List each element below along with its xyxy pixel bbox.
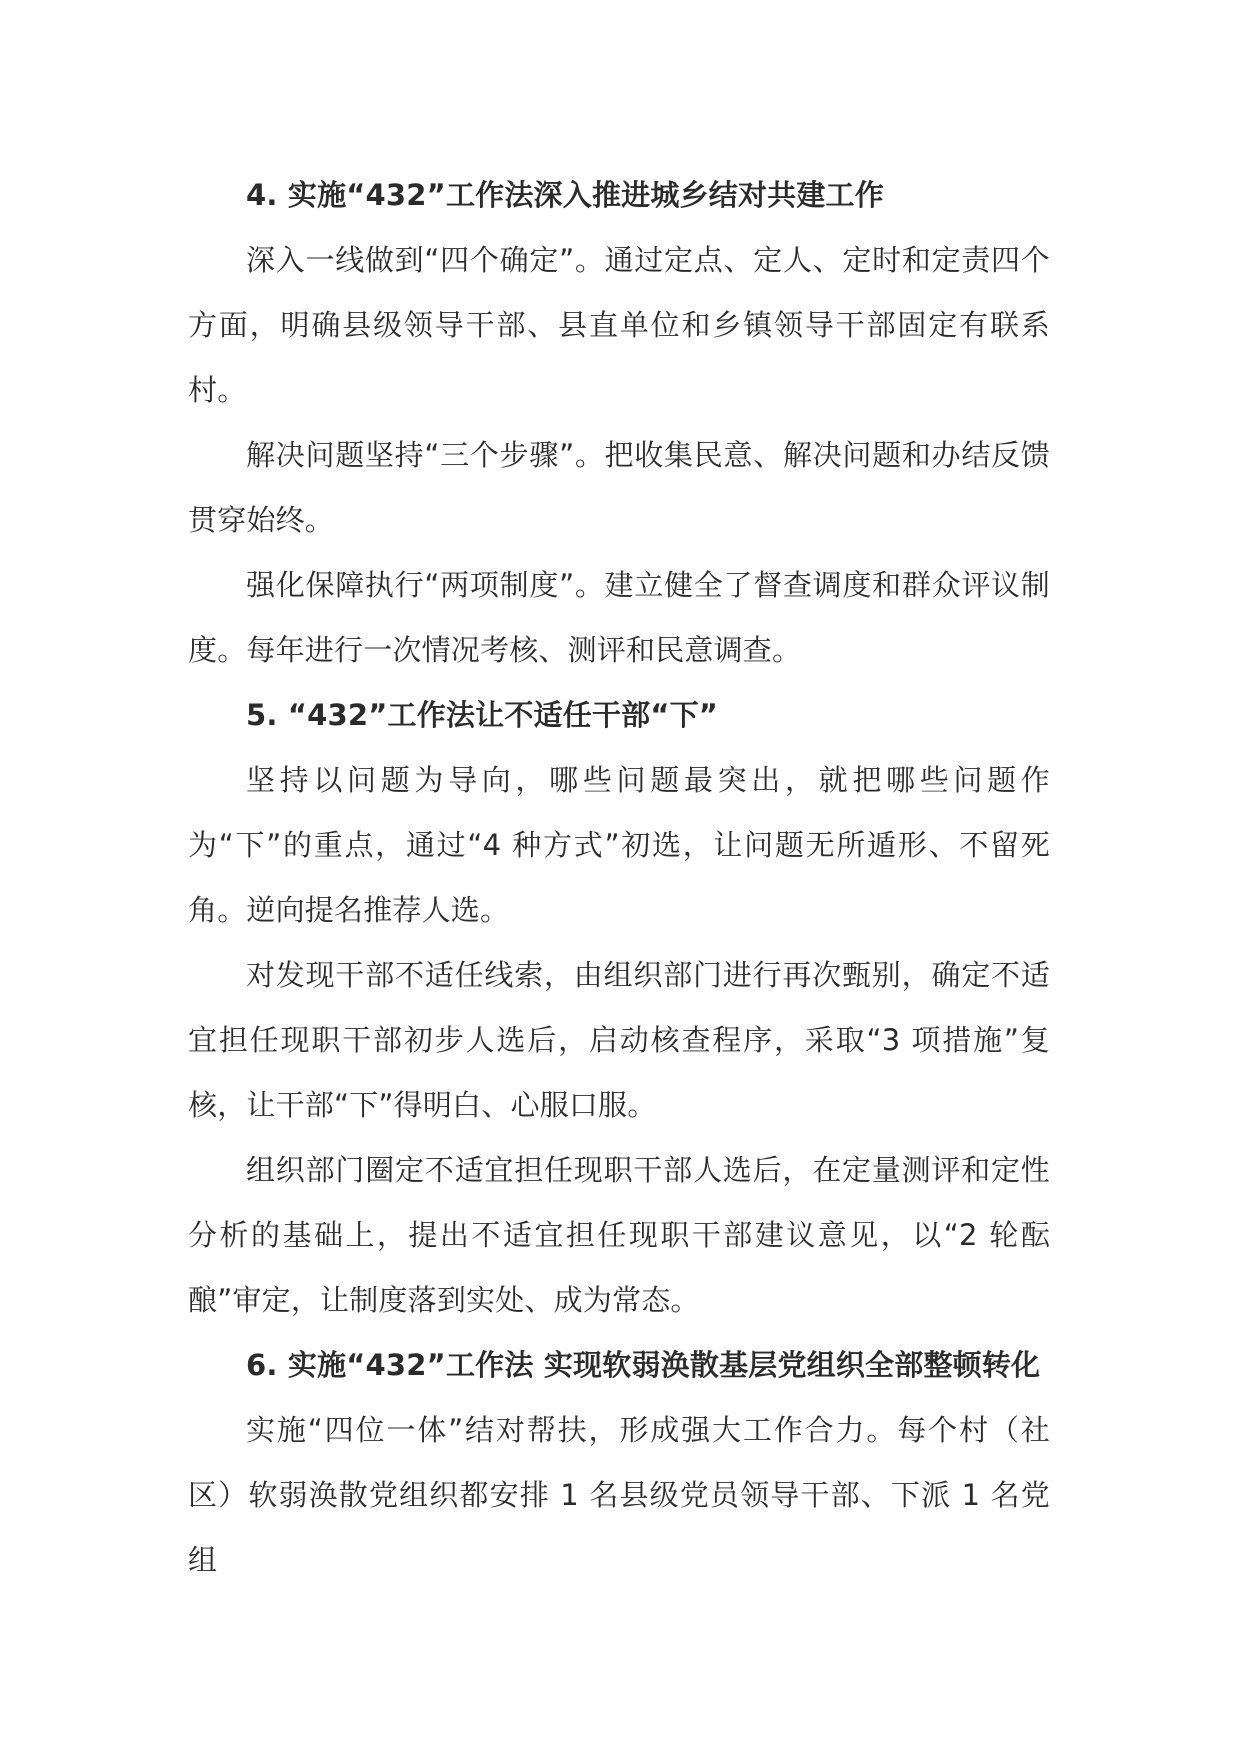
section-heading-4: 4. 实施“432”工作法深入推进城乡结对共建工作: [246, 178, 884, 212]
paragraph: 强化保障执行“两项制度”。建立健全了督查调度和群众评议制度。每年进行一次情况考核、测评和民意调查。: [188, 568, 1050, 667]
paragraph: 解决问题坚持“三个步骤”。把收集民意、解决问题和办结反馈贯穿始终。: [188, 438, 1050, 537]
document-page: [188, 163, 1050, 1593]
paragraph: 深入一线做到“四个确定”。通过定点、定人、定时和定责四个方面，明确县级领导干部、县直单位和乡镇领导干部固定有联系村。: [188, 243, 1050, 407]
section-heading-5: 5. “432”工作法让不适任干部“下”: [246, 698, 719, 732]
paragraph: 坚持以问题为导向，哪些问题最突出，就把哪些问题作为“下”的重点，通过“4 种方式”初选，让问题无所遁形、不留死角。逆向提名推荐人选。: [188, 763, 1050, 927]
section-heading-6: 6. 实施“432”工作法 实现软弱涣散基层党组织全部整顿转化: [246, 1348, 1041, 1382]
paragraph: 对发现干部不适任线索，由组织部门进行再次甄别，确定不适宜担任现职干部初步人选后，启动核查程序，采取“3 项措施”复核，让干部“下”得明白、心服口服。: [188, 958, 1050, 1122]
paragraph: 组织部门圈定不适宜担任现职干部人选后，在定量测评和定性分析的基础上，提出不适宜担任现职干部建议意见，以“2 轮酝酿”审定，让制度落到实处、成为常态。: [188, 1153, 1050, 1317]
paragraph: 实施“四位一体”结对帮扶，形成强大工作合力。每个村（社区）软弱涣散党组织都安排 1 名县级党员领导干部、下派 1 名党组: [188, 1413, 1050, 1577]
